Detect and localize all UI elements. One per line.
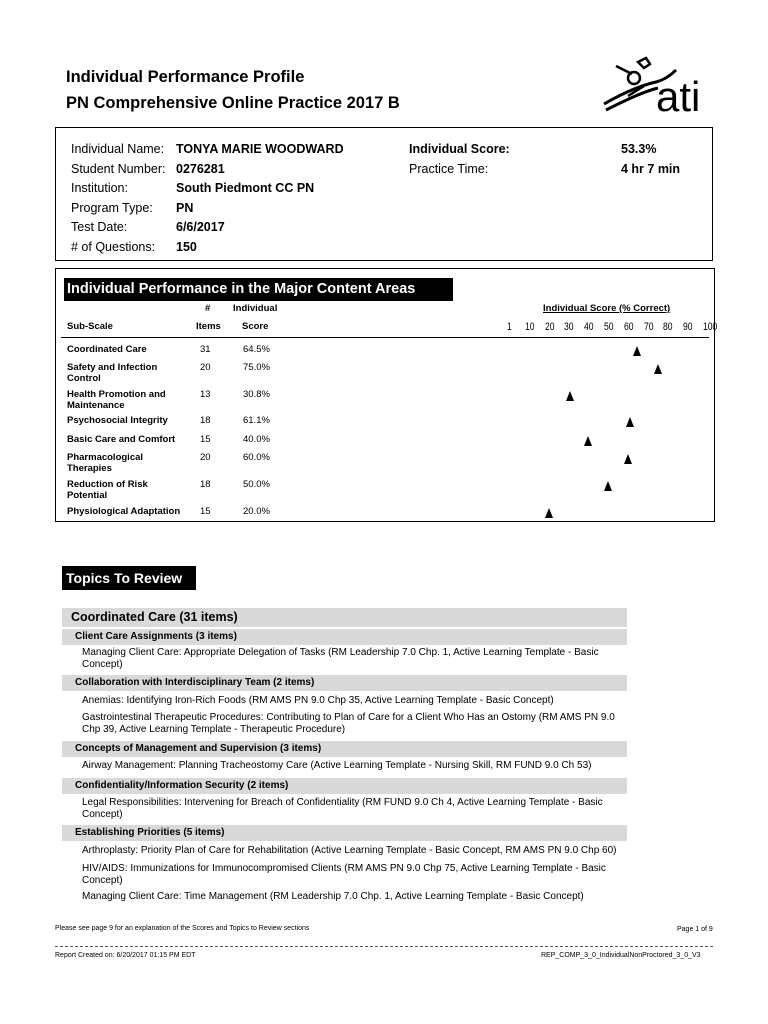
score-marker xyxy=(545,508,553,518)
subscale-name: Basic Care and Comfort xyxy=(67,434,176,445)
subscale-name: Coordinated Care xyxy=(67,344,147,355)
score-marker xyxy=(566,391,574,401)
footer-note: Please see page 9 for an explanation of the Scores and Topics to Review sections xyxy=(55,925,310,932)
score-marker xyxy=(654,364,662,374)
x-tick-label: 70 xyxy=(643,321,654,333)
col-subscale-header: Sub-Scale xyxy=(67,321,113,332)
score-marker xyxy=(624,454,632,464)
topics-title: Topics To Review xyxy=(62,566,196,590)
student-number-label: Student Number: xyxy=(71,162,166,176)
student-info-box xyxy=(55,127,713,261)
subscale-score: 20.0% xyxy=(243,506,270,517)
report-id: REP_COMP_3_0_IndividualNonProctored_3_0_V3 xyxy=(541,952,701,959)
subscale-items: 20 xyxy=(200,362,211,373)
score-marker xyxy=(584,436,592,446)
page-number: Page 1 of 9 xyxy=(677,926,713,933)
subscale-items: 18 xyxy=(200,415,211,426)
x-tick-label: 30 xyxy=(564,321,574,333)
subscale-score: 61.1% xyxy=(243,415,270,426)
report-title: Individual Performance Profile xyxy=(66,68,305,86)
subscale-items: 18 xyxy=(200,479,211,490)
x-tick-label: 100 xyxy=(703,321,718,333)
x-tick-label: 50 xyxy=(604,321,614,333)
topic-group-header: Concepts of Management and Supervision (3 items) xyxy=(62,741,627,757)
topic-item: Anemias: Identifying Iron-Rich Foods (RM AMS PN 9.0 Chp 35, Active Learning Template - Basic Concept) xyxy=(82,695,554,706)
topic-item: Managing Client Care: Time Management (RM Leadership 7.0 Chp. 1, Active Learning Template - Basic Concept) xyxy=(82,891,584,902)
topic-item: Legal Responsibilities: Intervening for Breach of Confidentiality (RM FUND 9.0 Ch 4, Active Learning Template - Basic Concept) xyxy=(82,797,603,820)
report-created: Report Created on: 6/20/2017 01:15 PM EDT xyxy=(55,952,196,959)
topic-group-header: Establishing Priorities (5 items) xyxy=(62,825,627,841)
x-tick-label: 10 xyxy=(524,321,535,333)
subscale-name: Pharmacological Therapies xyxy=(67,452,144,474)
chart-title: Individual Score (% Correct) xyxy=(543,303,671,314)
performance-section xyxy=(55,268,718,522)
topic-item: Managing Client Care: Appropriate Delegation of Tasks (RM Leadership 7.0 Chp. 1, Active Learning Template - Basic Concept) xyxy=(82,647,599,670)
subscale-items: 15 xyxy=(200,506,211,517)
score-marker xyxy=(633,346,641,356)
subscale-items: 13 xyxy=(200,389,211,400)
subscale-score: 30.8% xyxy=(243,389,270,400)
subscale-items: 15 xyxy=(200,434,211,445)
questions-label: # of Questions: xyxy=(71,240,156,254)
x-tick-label: 90 xyxy=(683,321,693,333)
col-individual-header: Individual xyxy=(233,303,278,314)
subscale-items: 31 xyxy=(200,344,211,355)
x-tick-label: 60 xyxy=(623,321,634,333)
test-date-label: Test Date: xyxy=(71,220,128,234)
header-divider xyxy=(61,337,709,338)
subscale-name: Safety and Infection Control xyxy=(67,362,158,384)
col-items-header: Items xyxy=(196,321,221,332)
subscale-name: Health Promotion and Maintenance xyxy=(67,389,166,411)
topic-item: Arthroplasty: Priority Plan of Care for Rehabilitation (Active Learning Template - Basic Concept, RM AMS PN 9.0 Chp 60) xyxy=(82,845,617,856)
topic-section-header: Coordinated Care (31 items) xyxy=(62,608,627,627)
subscale-name: Physiological Adaptation xyxy=(67,506,181,517)
subscale-score: 75.0% xyxy=(243,362,270,373)
topic-item: Gastrointestinal Therapeutic Procedures: Contributing to Plan of Care for a Client Who Has an Ostomy (RM AMS PN 9.0 Chp 39, Active Learning Template - Therapeutic Procedure) xyxy=(82,712,615,735)
topic-item: Airway Management: Planning Tracheostomy Care (Active Learning Template - Nursing Skill, RM FUND 9.0 Ch 53) xyxy=(82,760,592,771)
subscale-score: 60.0% xyxy=(243,452,270,463)
col-score-header: Score xyxy=(242,321,269,332)
ati-logo-text: ati xyxy=(656,73,701,120)
performance-title: Individual Performance in the Major Content Areas xyxy=(64,278,453,301)
score-marker xyxy=(604,481,612,491)
program-type-label: Program Type: xyxy=(71,201,153,215)
subscale-score: 40.0% xyxy=(243,434,270,445)
score-marker xyxy=(626,417,634,427)
topic-group-header: Confidentiality/Information Security (2 items) xyxy=(62,778,627,794)
practice-time-label: Practice Time: xyxy=(409,162,489,176)
x-tick-label: 80 xyxy=(663,321,673,333)
x-tick-label: 40 xyxy=(584,321,594,333)
subscale-items: 20 xyxy=(200,452,211,463)
individual-score-value: 53.3% xyxy=(621,142,657,156)
subscale-name: Reduction of Risk Potential xyxy=(67,479,148,501)
topic-group-header: Collaboration with Interdisciplinary Team (2 items) xyxy=(62,675,627,691)
subscale-score: 50.0% xyxy=(243,479,270,490)
student-number-value: 0276281 xyxy=(176,162,225,176)
x-tick-label: 20 xyxy=(544,321,555,333)
program-type-value: PN xyxy=(176,201,194,215)
questions-value: 150 xyxy=(176,240,197,254)
ati-logo xyxy=(598,56,708,122)
topic-group-header: Client Care Assignments (3 items) xyxy=(62,629,627,645)
col-hash-header: # xyxy=(205,303,211,314)
test-date-value: 6/6/2017 xyxy=(176,220,225,234)
institution-label: Institution: xyxy=(71,181,128,195)
x-tick-label: 1 xyxy=(507,321,512,333)
practice-time-value: 4 hr 7 min xyxy=(621,162,681,176)
institution-value: South Piedmont CC PN xyxy=(176,181,315,195)
topic-item: HIV/AIDS: Immunizations for Immunocompromised Clients (RM AMS PN 9.0 Chp 75, Active Learning Template - Basic Concept) xyxy=(82,863,606,886)
name-label: Individual Name: xyxy=(71,142,165,156)
subscale-score: 64.5% xyxy=(243,344,270,355)
exam-title: PN Comprehensive Online Practice 2017 B xyxy=(66,94,400,112)
individual-score-label: Individual Score: xyxy=(409,142,510,156)
footer-divider xyxy=(55,946,713,947)
name-value: TONYA MARIE WOODWARD xyxy=(176,142,344,156)
subscale-name: Psychosocial Integrity xyxy=(67,415,168,426)
